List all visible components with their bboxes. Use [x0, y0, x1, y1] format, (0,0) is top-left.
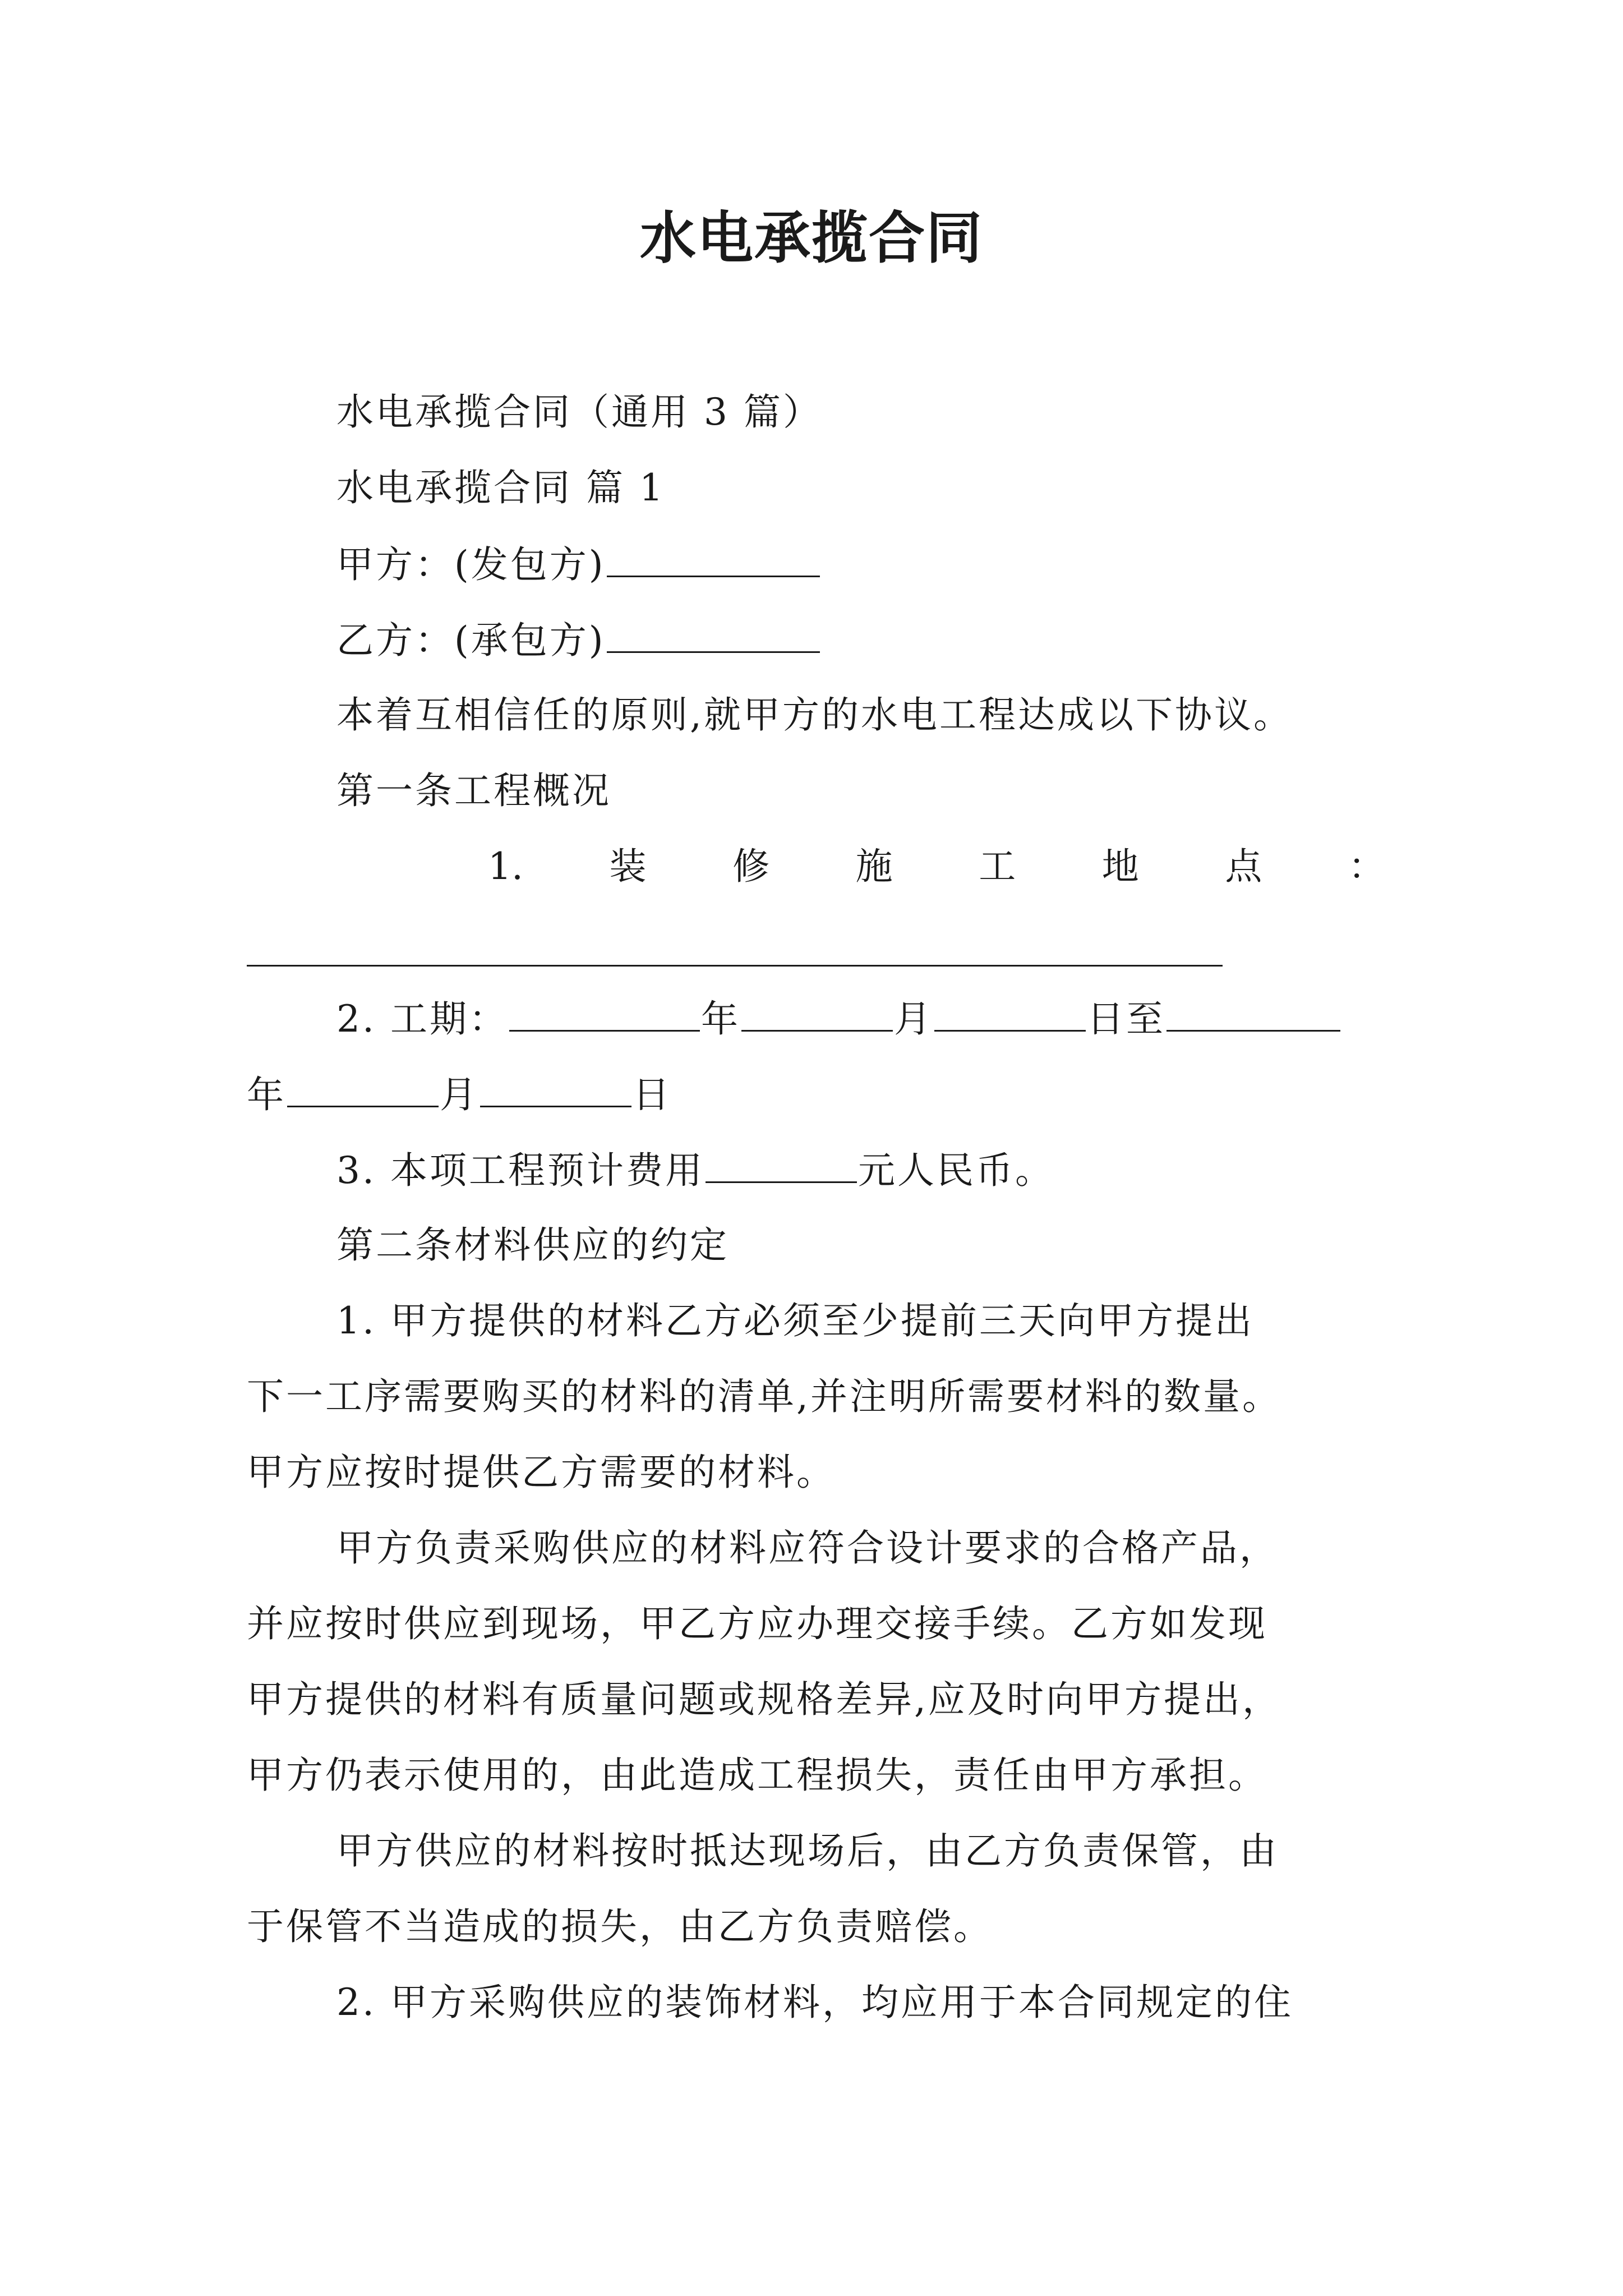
site-char: ：: [1348, 845, 1385, 888]
paragraph-line: 甲方供应的材料按时抵达现场后，由乙方负责保管，由: [336, 1829, 1279, 1872]
party-a-blank: [607, 539, 820, 577]
paragraph-line: 甲方应按时提供乙方需要的材料。: [247, 1451, 836, 1494]
paragraph-line: 1. 甲方提供的材料乙方必须至少提前三天向甲方提出: [336, 1299, 1254, 1342]
preamble: 本着互相信任的原则,就甲方的水电工程达成以下协议。: [336, 693, 1293, 737]
party-b-blank: [607, 614, 820, 653]
article1-item2-period: [336, 993, 1341, 1045]
paragraph-line: 下一工序需要购买的材料的清单,并注明所需要材料的数量。: [247, 1375, 1281, 1418]
party-a-line: [336, 539, 821, 590]
month-label: 月: [440, 1073, 479, 1116]
period-label: 2. 工期：: [336, 997, 508, 1041]
end-day-blank: [480, 1069, 631, 1107]
party-b-label: 乙方：(承包方): [336, 619, 606, 662]
site-char: 修: [732, 845, 770, 888]
paragraph-line: 2. 甲方采购供应的装饰材料，均应用于本合同规定的住: [336, 1981, 1293, 2024]
paragraph-line: 甲方仍表示使用的，由此造成工程损失，责任由甲方承担。: [247, 1754, 1267, 1797]
paragraph-line: 甲方提供的材料有质量问题或规格差异,应及时向甲方提出，: [247, 1678, 1281, 1721]
month-label: 月: [893, 997, 933, 1041]
article1-heading: 第一条工程概况: [336, 769, 611, 812]
paragraph-line: 并应按时供应到现场，甲乙方应办理交接手续。乙方如发现: [247, 1602, 1267, 1645]
part-heading: 水电承揽合同 篇 1: [336, 466, 665, 509]
site-char: 装: [609, 845, 647, 888]
article2-heading: 第二条材料供应的约定: [336, 1223, 729, 1267]
site-char: 地: [1101, 845, 1139, 888]
cost-suffix: 元人民币。: [857, 1149, 1054, 1192]
document-subtitle: 水电承揽合同（通用 3 篇）: [336, 390, 822, 434]
page-title: 水电承揽合同: [640, 205, 983, 271]
site-char: 点: [1225, 845, 1262, 888]
paragraph-line: 于保管不当造成的损失，由乙方负责赔偿。: [247, 1905, 993, 1948]
start-year-blank: [509, 993, 700, 1032]
end-year-blank: [1166, 993, 1340, 1032]
start-day-blank: [934, 993, 1086, 1032]
article1-item2-period-cont: [247, 1069, 672, 1120]
site-address-blank: [247, 965, 1223, 967]
cost-label: 3. 本项工程预计费用: [336, 1149, 704, 1192]
day-to-label: 日至: [1086, 997, 1165, 1041]
site-char: 工: [979, 845, 1016, 888]
year-label: 年: [247, 1073, 286, 1116]
end-month-blank: [287, 1069, 439, 1107]
party-a-label: 甲方：(发包方): [336, 543, 606, 586]
paragraph-line: 甲方负责采购供应的材料应符合设计要求的合格产品，: [336, 1526, 1279, 1570]
article1-item3-cost: [336, 1144, 1054, 1196]
article1-item1-site: [488, 841, 1385, 892]
year-label: 年: [700, 997, 740, 1041]
start-month-blank: [741, 993, 893, 1032]
party-b-line: [336, 614, 821, 666]
site-char: 施: [855, 845, 893, 888]
cost-blank: [706, 1144, 857, 1183]
day-label: 日: [633, 1073, 672, 1116]
site-char: 1.: [488, 845, 523, 888]
